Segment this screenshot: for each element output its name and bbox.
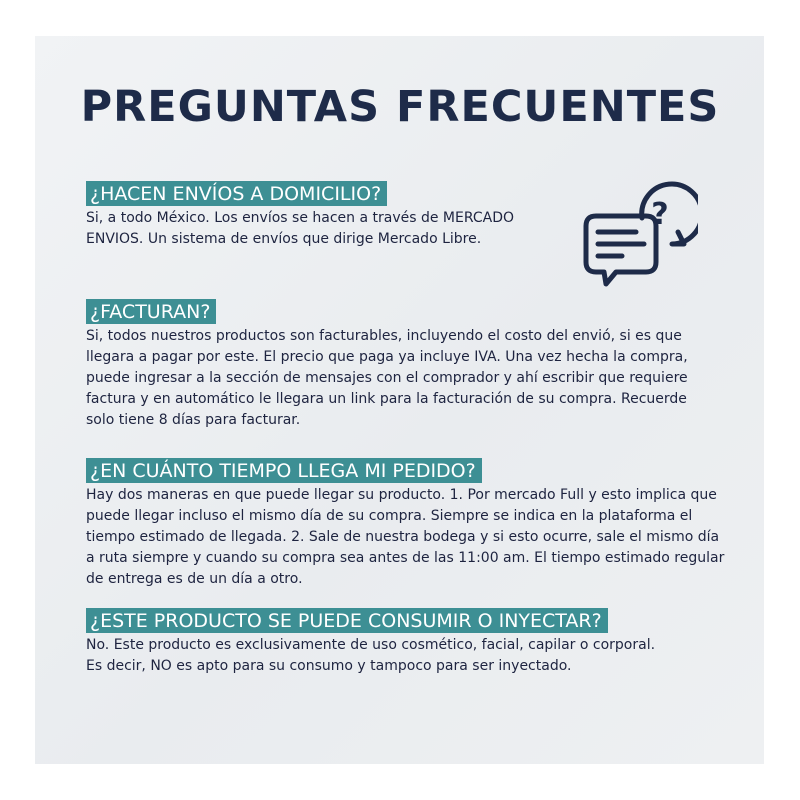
faq-answer-invoice	[86, 326, 688, 431]
answer-line: Es decir, NO es apto para su consumo y tampoco para ser inyectado.	[86, 658, 572, 674]
answer-line: Si, a todo México. Los envíos se hacen a través de MERCADO	[86, 210, 515, 226]
answer-line: ENVIOS. Un sistema de envíos que dirige Mercado Libre.	[86, 231, 482, 247]
answer-line: Hay dos maneras en que puede llegar su producto. 1. Por mercado Full y esto implica que	[86, 487, 717, 503]
faq-answer-shipping	[86, 208, 514, 250]
svg-text:?: ?	[651, 197, 669, 232]
answer-line: factura y en automático le llegara un link para la facturación de su compra. Recuerde	[86, 391, 687, 407]
faq-question-consumption: ¿ESTE PRODUCTO SE PUEDE CONSUMIR O INYECTAR?	[86, 608, 608, 633]
answer-line: No. Este producto es exclusivamente de uso cosmético, facial, capilar o corporal.	[86, 637, 656, 653]
answer-line: a ruta siempre y cuando su compra sea antes de las 11:00 am. El tiempo estimado regular	[86, 550, 725, 566]
faq-question-shipping: ¿HACEN ENVÍOS A DOMICILIO?	[86, 181, 387, 206]
answer-line: de entrega es de un día a otro.	[86, 571, 303, 587]
answer-line: puede ingresar a la sección de mensajes con el comprador y ahí escribir que requiere	[86, 370, 688, 386]
faq-answer-delivery-time	[86, 485, 724, 590]
faq-question-invoice: ¿FACTURAN?	[86, 299, 216, 324]
answer-line: Si, todos nuestros productos son facturables, incluyendo el costo del envió, si es que	[86, 328, 682, 344]
answer-line: llegara a pagar por este. El precio que paga ya incluye IVA. Una vez hecha la compra,	[86, 349, 688, 365]
faq-question-delivery-time: ¿EN CUÁNTO TIEMPO LLEGA MI PEDIDO?	[86, 458, 482, 483]
faq-answer-consumption	[86, 635, 655, 677]
chat-question-icon	[582, 176, 698, 288]
answer-line: solo tiene 8 días para facturar.	[86, 412, 301, 428]
page-title: PREGUNTAS FRECUENTES	[80, 82, 720, 132]
answer-line: puede llegar incluso el mismo día de su compra. Siempre se indica en la plataforma el	[86, 508, 693, 524]
answer-line: tiempo estimado de llegada. 2. Sale de nuestra bodega y si esto ocurre, sale el mismo día	[86, 529, 720, 545]
